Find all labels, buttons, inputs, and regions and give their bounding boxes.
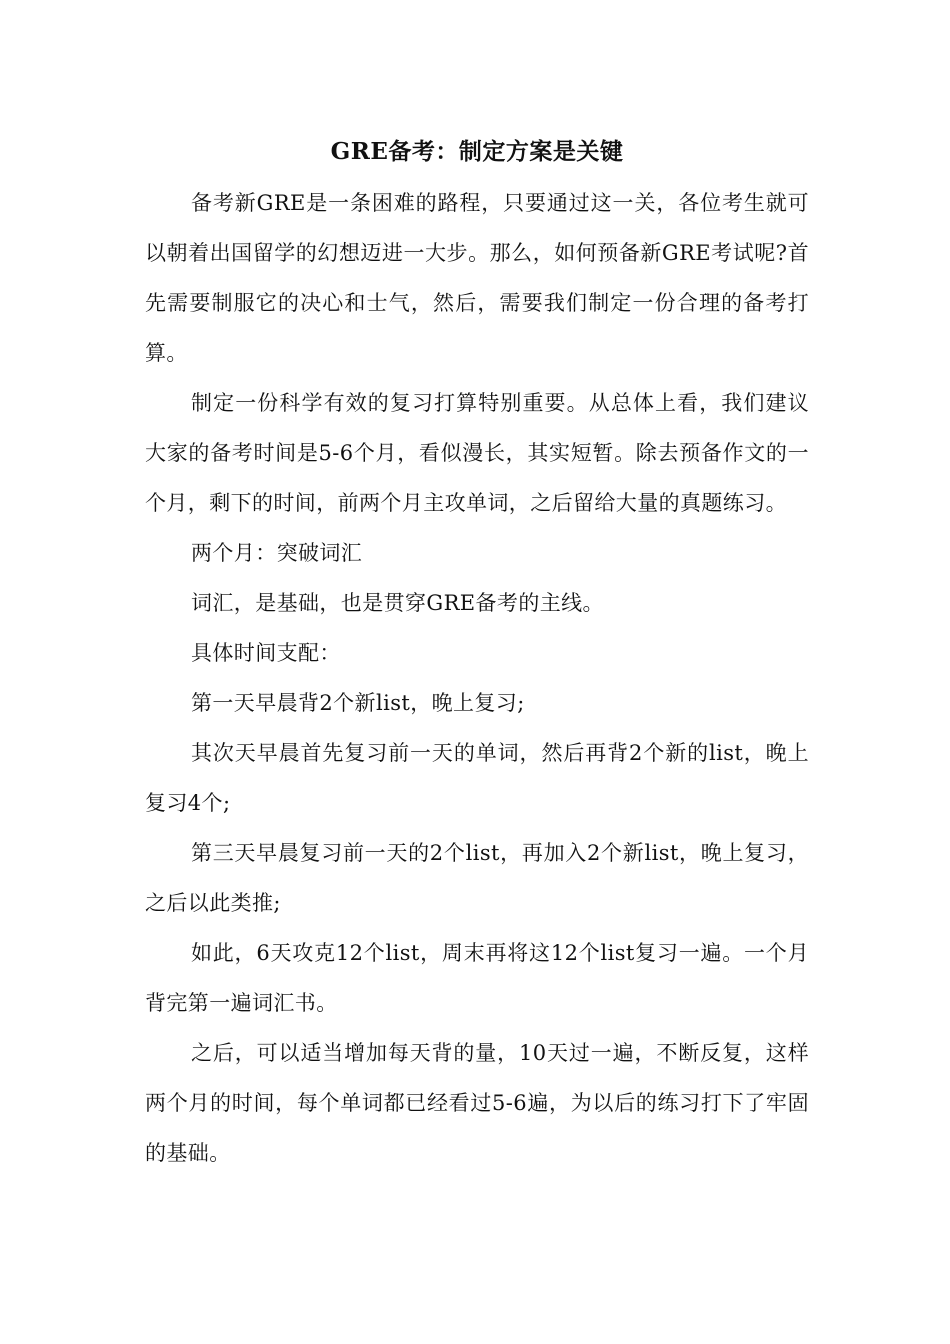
paragraph-intro: 备考新GRE是一条困难的路程，只要通过这一关，各位考生就可以朝着出国留学的幻想迈进一大步。那么，如何预备新GRE考试呢?首先需要制服它的决心和士气，然后，需要我们制定一份合理的备考打算。 [145,191,809,365]
paragraph-vocab-basis: 词汇，是基础，也是贯穿GRE备考的主线。 [191,591,604,615]
paragraph-day-two: 其次天早晨首先复习前一天的单词，然后再背2个新的list，晚上复习4个; [145,741,809,815]
paragraph-plan: 制定一份科学有效的复习打算特别重要。从总体上看，我们建议大家的备考时间是5-6个月，看似漫长，其实短暂。除去预备作文的一个月，剩下的时间，前两个月主攻单词，之后留给大量的真题练习。 [145,391,809,515]
paragraph-day-three: 第三天早晨复习前一天的2个list，再加入2个新list，晚上复习，之后以此类推; [145,841,809,915]
paragraph-section-heading: 两个月：突破词汇 [191,541,363,565]
paragraph-weekly: 如此，6天攻克12个list，周末再将这12个list复习一遍。一个月背完第一遍词汇书。 [145,941,809,1015]
paragraph-schedule-label: 具体时间支配： [191,641,341,665]
document-body [145,130,809,1178]
document-title: GRE备考：制定方案是关键 [330,138,624,165]
paragraph-day-one: 第一天早晨背2个新list，晚上复习; [191,691,525,715]
paragraph-later: 之后，可以适当增加每天背的量，10天过一遍，不断反复，这样两个月的时间，每个单词都已经看过5-6遍，为以后的练习打下了牢固的基础。 [145,1041,809,1165]
